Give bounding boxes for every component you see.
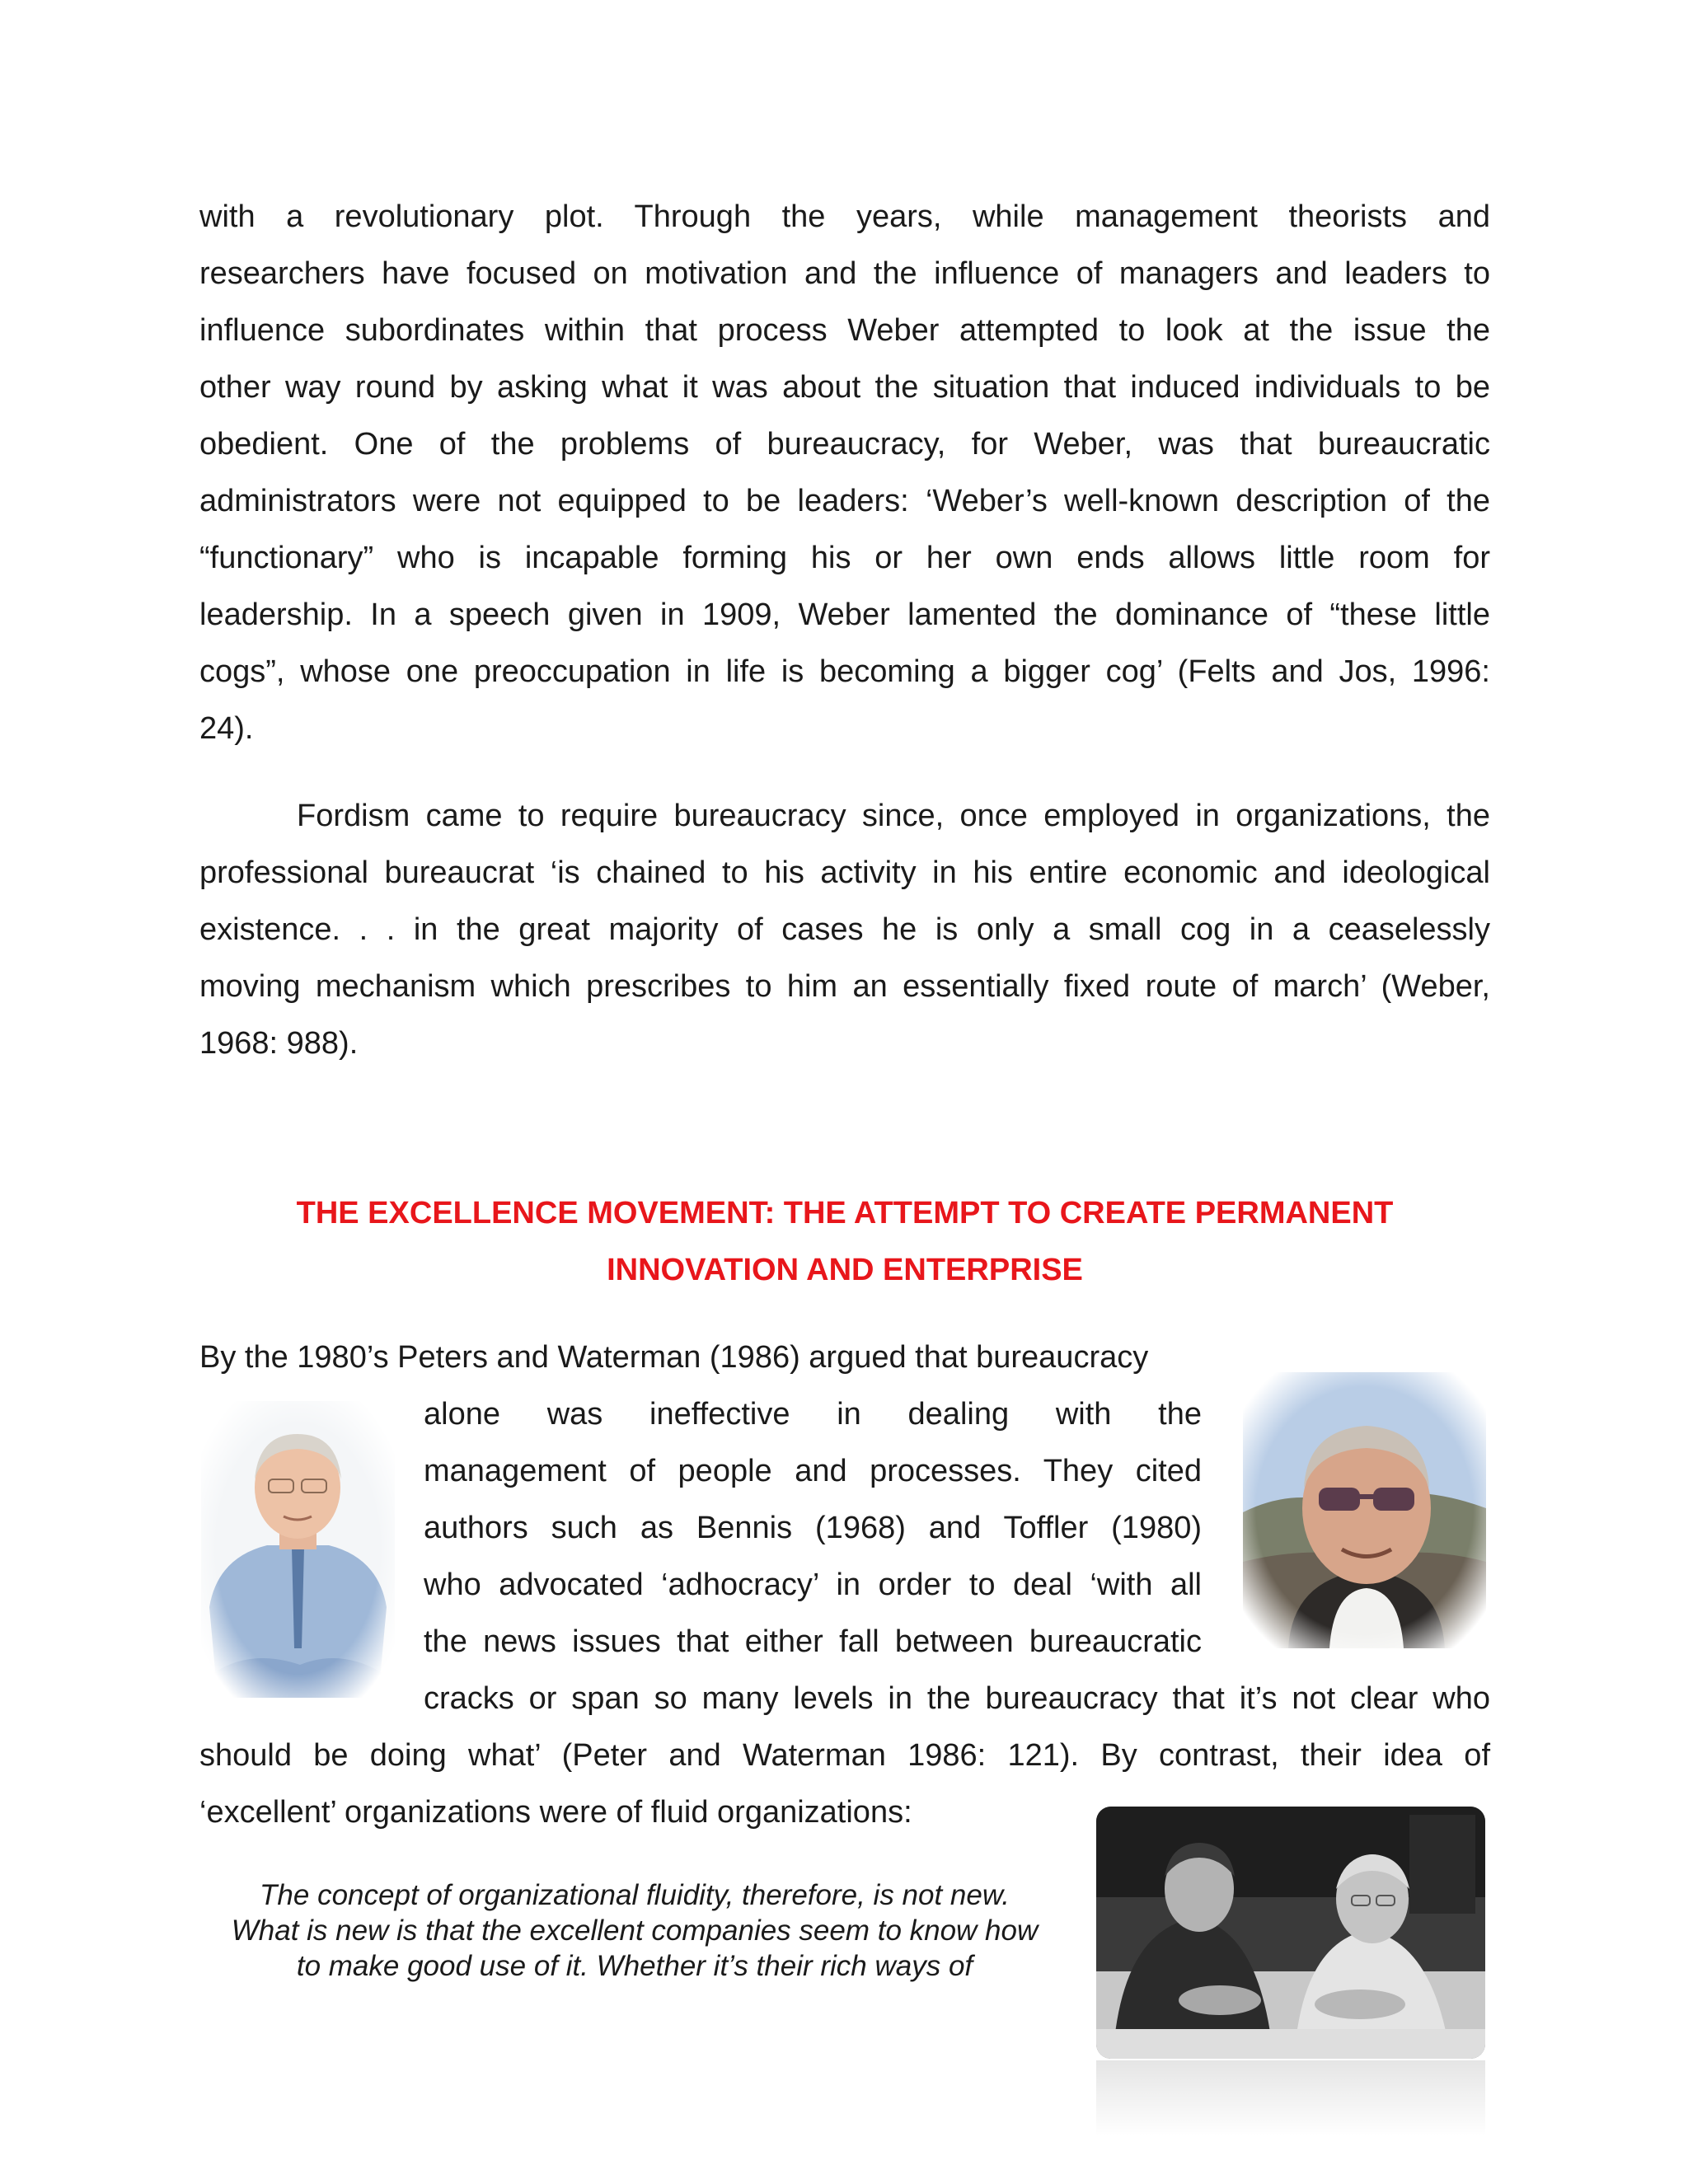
body-line: existence. . . in the great majority of cases he is only a small cog in a ceaselessly <box>199 912 1490 947</box>
body-line: 24). <box>199 711 254 746</box>
block-quote-line: The concept of organizational fluidity, therefore, is not new. <box>260 1879 1010 1911</box>
body-line: alone was ineffective in dealing with the <box>424 1397 1202 1432</box>
body-line: By the 1980’s Peters and Waterman (1986) argued that bureaucracy <box>199 1340 1149 1375</box>
body-line: moving mechanism which prescribes to him an essentially fixed route of march’ (Weber, <box>199 969 1490 1004</box>
section-heading: INNOVATION AND ENTERPRISE <box>607 1253 1083 1287</box>
body-line: professional bureaucrat ‘is chained to his activity in his entire economic and ideological <box>199 855 1490 890</box>
body-line: obedient. One of the problems of bureaucracy, for Weber, was that bureaucratic <box>199 427 1490 462</box>
body-line: “functionary” who is incapable forming his or her own ends allows little room for <box>199 541 1490 575</box>
body-line: Fordism came to require bureaucracy since, once employed in organizations, the <box>297 799 1490 833</box>
body-line: ‘excellent’ organizations were of fluid organizations: <box>199 1795 912 1830</box>
portrait-photo-left <box>201 1401 395 1698</box>
two-men-photo <box>1096 1807 1485 2059</box>
photo-reflection <box>1096 2060 1485 2135</box>
body-line: researchers have focused on motivation and the influence of managers and leaders to <box>199 256 1490 291</box>
body-line: 1968: 988). <box>199 1026 359 1061</box>
block-quote-line: What is new is that the excellent companies seem to know how <box>231 1915 1039 1947</box>
block-quote-line: to make good use of it. Whether it’s their rich ways of <box>296 1950 973 1982</box>
body-line: cracks or span so many levels in the bureaucracy that it’s not clear who <box>424 1681 1490 1716</box>
body-line: who advocated ‘adhocracy’ in order to deal ‘with all <box>424 1568 1202 1602</box>
body-line: the news issues that either fall between bureaucratic <box>424 1624 1202 1659</box>
body-line: with a revolutionary plot. Through the years, while management theorists and <box>199 199 1490 234</box>
body-line: management of people and processes. They cited <box>424 1454 1202 1488</box>
body-line: cogs”, whose one preoccupation in life is becoming a bigger cog’ (Felts and Jos, 1996: <box>199 654 1490 689</box>
body-line: leadership. In a speech given in 1909, Weber lamented the dominance of “these little <box>199 598 1490 632</box>
portrait-photo-right <box>1243 1372 1486 1648</box>
body-line: influence subordinates within that process Weber attempted to look at the issue the <box>199 313 1490 348</box>
body-line: other way round by asking what it was about the situation that induced individuals to be <box>199 370 1490 405</box>
section-heading: THE EXCELLENCE MOVEMENT: THE ATTEMPT TO CREATE PERMANENT <box>296 1196 1394 1230</box>
body-line: administrators were not equipped to be leaders: ‘Weber’s well-known description of the <box>199 484 1490 518</box>
body-line: should be doing what’ (Peter and Waterman 1986: 121). By contrast, their idea of <box>199 1738 1490 1773</box>
body-line: authors such as Bennis (1968) and Toffler (1980) <box>424 1511 1202 1545</box>
